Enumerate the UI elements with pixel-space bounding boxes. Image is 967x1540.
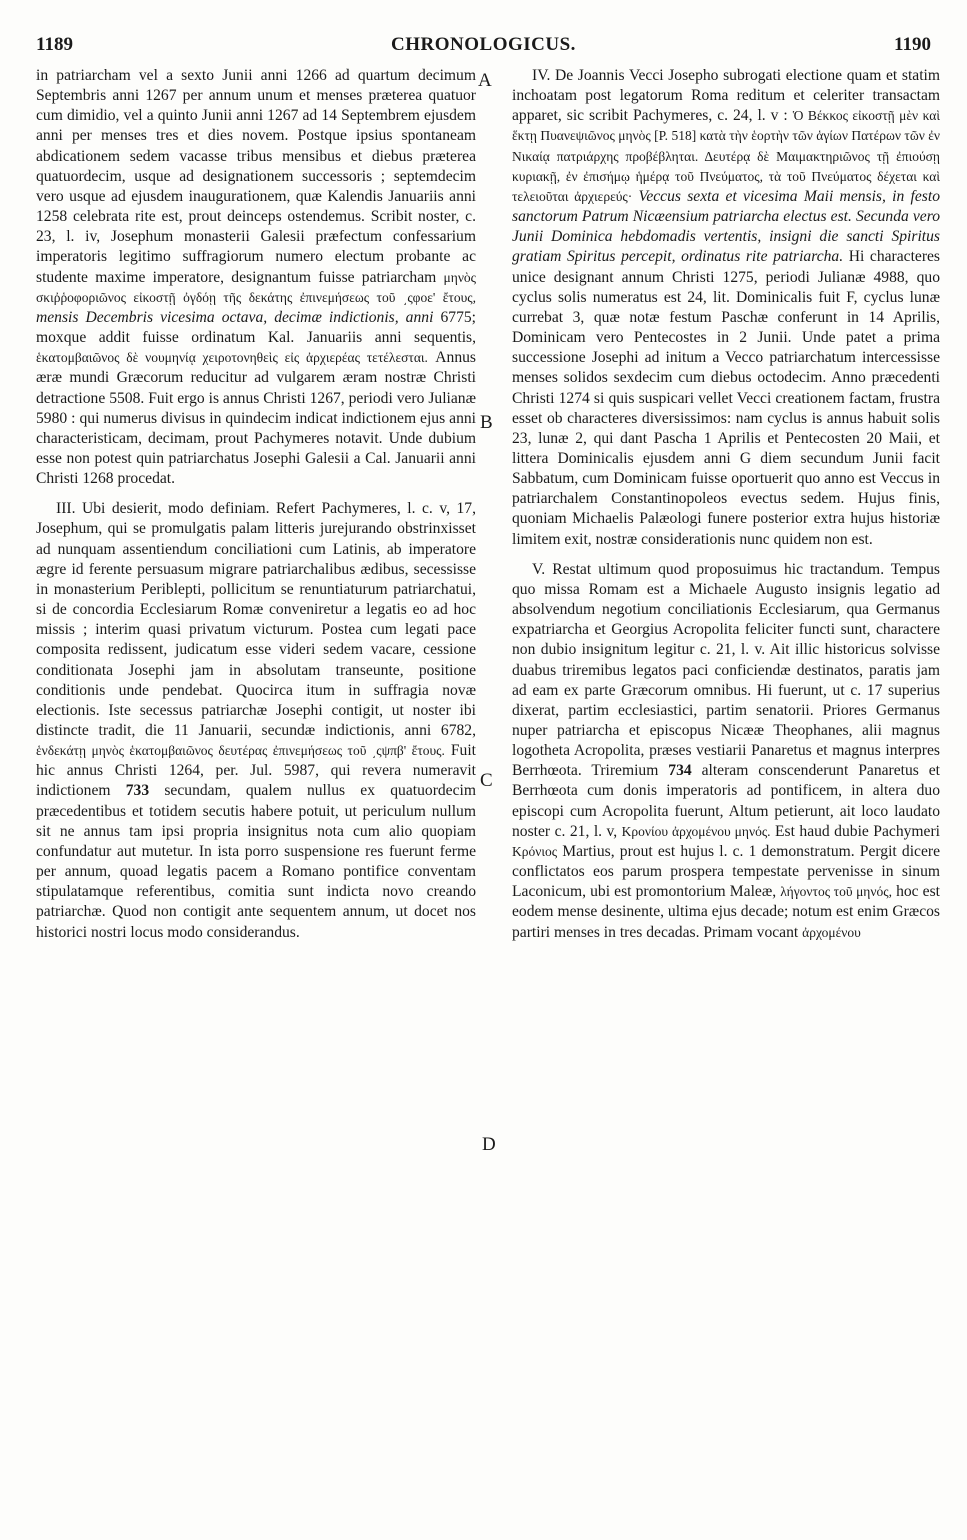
paragraph-text: hoc est eodem mense desinente, ultima ejus decade; notum est enim Græcos partiri menses in tres decadas. Primam vocant [512, 883, 940, 941]
paragraph-text: in patriarcham vel a sexto Junii anni 1266 ad quartum decimum Septembris anni 1267 per annum unum et menses præterea quatuor cum dimidio, vel a quinto Junii anni 1267 ad 14 Septembrem ejusdem anni per menses tres et dies novem. Postque ipsius spontaneam abdicationem sedem vacasse tribus mensibus et diebus præterea quatuordecim, usque ad designationem successoris ; septemdecim vero usque ad ejusdem inaugurationem, quæ Kalendis Januariis anni 1258 celebrata rite est, prout deinceps ostendemus. Scribit noster, c. 23, l. iv, Josephum monasterii Galesii præfectum confessarium imperatoris legitimo suffragiorum numero electum probante ac studente maxime imperatore, designantum fuisse patriarcham [36, 67, 476, 286]
right-column [512, 66, 940, 1506]
paragraph-text: Hi characteres unice designant annum Christi 1275, periodi Julianæ 4988, quo cyclus solis numeratus est 24, lit. Dominicalis fuit F, cyclus lunæ currebat 3, quæ notæ festum Paschæ conferunt in 14 Aprilis, Dominicam vero Pentecostes in 2 Junii. Unde patet a prima successione Josephi ad initum a Vecco patriarchatum intercessisse menses solidos sexdecim cum diebus octodecim. Anno præcedenti Christi 1274 si quis suspicari vellet Vecci creationem factam, frustra esset ob characteres diversissimos: nam cyclus is annus habuit solis 23, lunæ 2, qui dant Pascha 1 Aprilis et Pentecosten 20 Maii, et littera Dominicalis ejusdem anni G diem secundum Junii facit Sabbatum, cum Dominicam fuisse oportuerit quo anno est Veccus in patriarchalem Constantinopoleos evectus sedem. Hujus finis, quoniam Michaelis Palæologi funere posterior extra hujus historiæ limitem exit, nostræ considerationis nunc quidem non est. [512, 248, 940, 548]
latin-translation: mensis Decembris vicesima octava, decimæ indictionis, anni [36, 308, 434, 326]
column-number: 734 [668, 762, 692, 780]
paragraph-4 [512, 66, 940, 550]
greek-quote: Ὁ Βέκκος εἰκοστῇ μὲν καὶ ἕκτῃ Πυανεψιῶνος μηνὸς [P. 518] κατὰ τὴν ἑορτὴν τῶν ἁγίων Πατέρων τῶν ἐν Νικαίᾳ πατριάρχης προβέβληται. Δευτέρᾳ δὲ Μαιμακτηριῶνος τῇ ἐπιούσῃ κυριακῇ, ἐν ἐπισήμῳ ἡμέρᾳ τοῦ Πνεύματος, τὰ τοῦ Πνεύματος δέχεται καὶ τελειοῦται ἀρχιερεύς· [512, 108, 940, 204]
greek-quote: ἑνδεκάτῃ μηνὸς ἑκατομβαιῶνος δευτέρας ἐπινεμήσεως τοῦ ͵ςψπβ' ἔτους. [36, 743, 445, 759]
greek-quote: Κρονίου ἀρχομένου μηνός. [621, 823, 771, 839]
paragraph-text: Martius, prout est hujus l. c. 1 demonstratum. Pergit dicere conflictatos eos parum prospera tempestate pervenisse in sinum Laconicum, ubi est promontorium Maleæ, [512, 842, 940, 901]
section-marker-d: D [482, 1134, 496, 1155]
running-title: CHRONOLOGICUS. [391, 34, 576, 55]
paragraph-text: V. Restat ultimum quod proposuimus hic tractandum. Tempus quo missa Romam est a Michaele Augusto insignis legatio ad absolvendum negotium conciliationis Ecclesiarum, qua Germanus expatriarcha et Georgius Acropolita feliciter functi sunt, charactere non dubio insignitum legitur c. 21, l. v. Ait illic historicus solvisse duabus triremibus legatos paci conficiendæ destinatos, paratis jam ad eam ex parte Græcorum omnibus. Hi fuerunt, ut c. 17 superius dixerat, partim ecclesiastici, partim senatorii. Priores Germanus nuper patriarcha et episcopus Nicææ Theophanes, alii magnus logotheta Acropolita, præses vestiarii Panaretus et magnus interpres Berrhœota. Triremium [512, 560, 940, 780]
paragraph-text: IV. De Joannis Vecci Josepho subrogati electione quam et statim inchoatam post legatorum Roma reditum et celeriter transactam apparet, sic scribit Pachymeres, c. 24, l. v : [512, 67, 940, 125]
greek-word: ἀρχομένου [802, 924, 861, 940]
paragraph-text: Fuit hic annus Christi 1264, per. Jul. 5987, qui revera numeravit indictionem [36, 742, 476, 800]
left-column [36, 66, 476, 1506]
paragraph-3 [36, 499, 476, 942]
paragraph-2 [36, 66, 476, 489]
greek-word: Κρόνιος [512, 843, 558, 859]
section-marker-a: A [478, 70, 492, 91]
page-header [36, 34, 931, 60]
greek-quote: ἑκατομβαιῶνος δὲ νουμηνίᾳ χειροτονηθεὶς εἰς ἀρχιερέας τετέλεσται. [36, 350, 428, 366]
paragraph-text: secundam, qualem nullus ex quatuordecim præcedentibus et totidem secutis habere potuit, ut periculum nullum sit ne annus tam ipsi propria insignitus nota cum alio quopiam confundatur aut mutetur. In ista porro suspensione res fuerunt ferme per annum, quoad legatis pacem a Romano pontifice conventam stipulatamque referentibus, comitia sunt indicta novo creando patriarchæ. Quod non contigit ante sequentem annum, ut docet nos historici nostri locus modo considerandus. [36, 782, 476, 941]
greek-quote: λήγοντος τοῦ μηνός, [780, 884, 892, 900]
paragraph-text: III. Ubi desierit, modo definiam. Refert Pachymeres, l. c. v, 17, Josephum, qui se promulgatis palam litteris jurejurando obstrinxisset ad nunquam assentiendum conciliationi cum Latinis, ab imperatore ægre id ferente persuasum migrare patriarchalibus ædibus, secessisse in monasterium Periblepti, pollicitum se renuntiaturum patriarchatui, si de concordia Ecclesiarum Romæ conveniretur a legatis eo ad hoc missis ; interim quasi privatum victurum. Postea cum legati pace composita redissent, judicatum esse videri sedem vacare, cessione conditionata Josephi jam in absolutam transeunte, positione conditionis unde pendebat. Quocirca itum in suffragia novæ electionis. Iste secessus patriarchæ Josephi contigit, ut noster ibi distincte tradit, die 11 Januarii, secundæ indictionis, anni 6782, [36, 500, 476, 739]
column-number: 733 [125, 782, 150, 800]
greek-quote: μηνὸς σκιῤῥοφοριῶνος εἰκοστῇ ὀγδόῃ τῆς δεκάτης ἐπινεμήσεως τοῦ ͵ςφοε' ἔτους, [36, 269, 476, 305]
section-marker-c: C [480, 770, 493, 791]
paragraph-5 [512, 560, 940, 943]
page-number-left: 1189 [36, 34, 73, 55]
paragraph-text: alteram conscenderunt Panaretus et Berrhœota cum donis imperatoris ad pontificem, in altera duo episcopi cum Acropolita fuerunt, Altum petierunt, ait loco laudato noster c. 21, l. v, [512, 762, 940, 840]
paragraph-text: 6775; moxque addit fuisse ordinatum Kal. Januariis anni sequentis, [36, 308, 476, 347]
paragraph-text: Annus æræ mundi Græcorum reducitur ad vulgarem æram nostræ Christi detractione 5508. Fuit ergo is annus Christi 1267, periodi vero Julianæ 5980 : qui numerus divisus in quindecim indicat indictionem ejus anni characteristicam, decimam, prout Pachymeres notavit. Unde dubium esse non potest quin patriarchatus Josephi Galesii a Cal. Januarii anni Christi 1268 procedat. [36, 349, 476, 488]
page-number-right: 1190 [894, 34, 931, 55]
section-marker-b: B [480, 412, 493, 433]
latin-translation: Veccus sexta et vicesima Maii mensis, in festo sanctorum Patrum Nicæensium patriarcha electus est. Secunda vero Junii Dominica hebdomadis vertentis, insigni die sancti Spiritus gratiam Spiritus percepit, ordinatus rite patriarcha. [512, 187, 940, 266]
paragraph-text: Est haud dubie Pachymeri [775, 822, 940, 840]
